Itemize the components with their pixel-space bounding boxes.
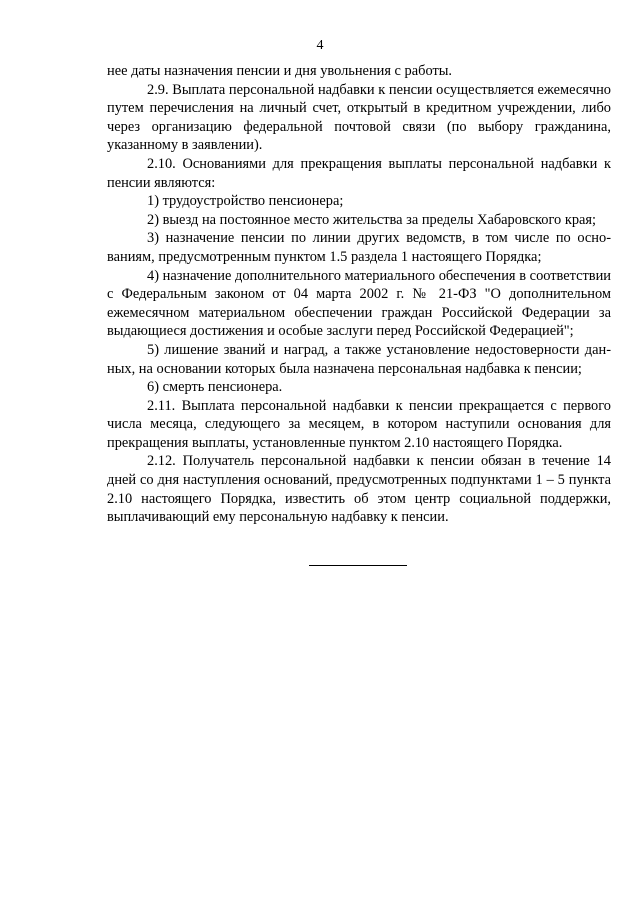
paragraph-2-9: 2.9. Выплата персональной надбавки к пенсии осуществляется ежемесячно путем перечисления на личный счет, открытый в кредитном учреждении, либо через организацию федеральной почтовой связи (по выбору гражданина, указанному в заявлении). [107,81,611,154]
paragraph-2-12: 2.12. Получатель персональной надбавки к пенсии обязан в течение 14 дней со дня наступления оснований, предусмотренных подпунктами 1 – 5 пункта 2.10 настоящего Порядка, известить об этом центр социальной поддержки, выплачивающий ему персональную надбавку к пенсии. [107,453,611,526]
list-item-1: 1) трудоустройство пенсионера; [147,193,344,210]
end-divider-line [309,565,407,566]
list-item-2: 2) выезд на постоянное место жительства за пределы Хабаровского края; [147,211,597,228]
list-item-4: 4) назначение дополнительного материального обеспечения в соответствии с Федеральным законом от 04 марта 2002 г. № 21-ФЗ "О дополнительном ежемесячном материальном обеспечении граждан Российской Федерации за выдающиеся достижения и особые заслуги перед Российской Федерацией"; [107,267,611,340]
document-body [107,62,611,527]
page-number: 4 [316,38,324,53]
paragraph-continuation: нее даты назначения пенсии и дня увольнения с работы. [107,63,453,79]
list-item-5: 5) лишение званий и наград, а также установление недостоверности данных, на основании которых была назначена персональная надбавка к пенсии; [107,341,611,377]
paragraph-2-11: 2.11. Выплата персональной надбавки к пенсии прекращается с первого числа месяца, следующего за месяцем, в котором наступили основания для прекращения выплаты, установленные пунктом 2.10 настоящего Порядка. [107,397,611,451]
list-item-3: 3) назначение пенсии по линии других ведомств, в том числе по основаниям, предусмотренным пунктом 1.5 раздела 1 настоящего Порядка; [107,230,611,265]
paragraph-2-10: 2.10. Основаниями для прекращения выплаты персональной надбавки к пенсии являются: [107,155,611,191]
list-item-6: 6) смерть пенсионера. [147,379,283,396]
